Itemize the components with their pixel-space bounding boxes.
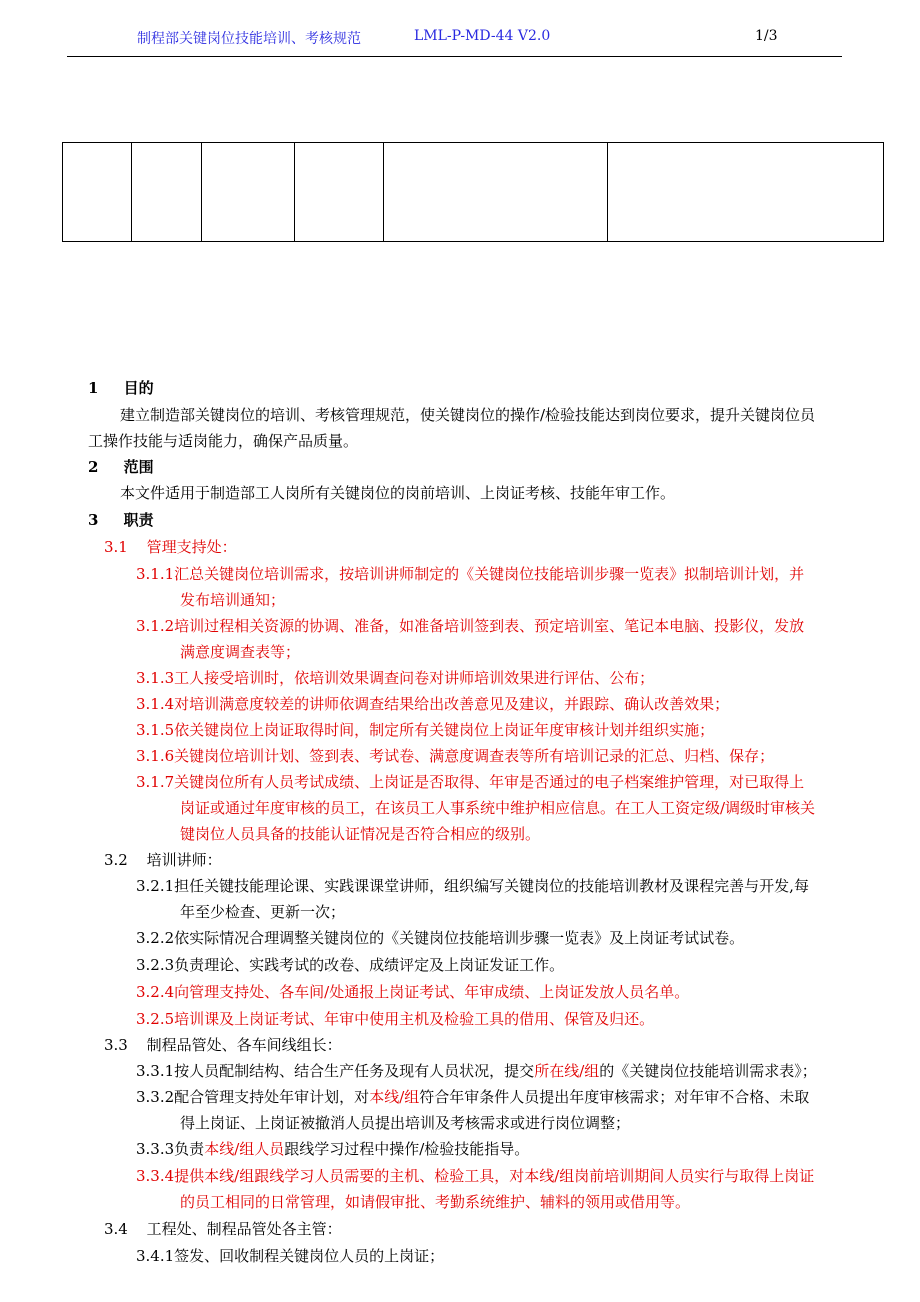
item-text: 的《关键岗位技能培训需求表》； xyxy=(599,1062,817,1080)
paragraph-line: 满意度调查表等； xyxy=(180,643,301,661)
item-text: 依关键岗位上岗证取得时间，制定所有关键岗位上岗证年度审核计划并组织实施； xyxy=(174,721,715,739)
item-3-1-7 xyxy=(136,770,804,795)
item-number: 3.1.5 xyxy=(136,721,175,739)
item-text: 负责 xyxy=(174,1140,205,1158)
table-cell xyxy=(384,143,608,242)
item-3-1-3 xyxy=(136,666,654,691)
table-cell xyxy=(132,143,202,242)
section-title: 制程品管处、各车间线组长： xyxy=(146,1036,342,1054)
item-highlight: 本线/组人员 xyxy=(204,1140,285,1158)
item-text: 向管理支持处、各车间/处通报上岗证考试、年审成绩、上岗证发放人员名单。 xyxy=(174,983,690,1001)
section-title: 工程处、制程品管处各主管： xyxy=(146,1220,342,1238)
section-number: 3.3 xyxy=(104,1036,128,1054)
item-number: 3.1.7 xyxy=(136,773,175,791)
item-3-2-2 xyxy=(136,926,744,951)
section-title: 培训讲师： xyxy=(146,851,222,869)
paragraph-line: 本文件适用于制造部工人岗所有关键岗位的岗前培训、上岗证考核、技能年审工作。 xyxy=(120,484,676,502)
paragraph-line: 工操作技能与适岗能力，确保产品质量。 xyxy=(88,432,359,450)
item-3-1-2 xyxy=(136,614,804,639)
item-text: 关键岗位所有人员考试成绩、上岗证是否取得、年审是否通过的电子档案维护管理，对已取得上 xyxy=(174,773,805,791)
item-3-2-4 xyxy=(136,980,689,1005)
item-number: 3.2.1 xyxy=(136,877,175,895)
section-2-heading xyxy=(88,455,154,480)
item-number: 3.3.1 xyxy=(136,1062,175,1080)
table-row xyxy=(63,143,884,242)
section-number: 1 xyxy=(88,379,99,397)
subsection-3-4-heading xyxy=(104,1217,342,1242)
item-text: 跟线学习过程中操作/检验技能指导。 xyxy=(284,1140,530,1158)
table-cell xyxy=(608,143,884,242)
subsection-3-3-heading xyxy=(104,1033,342,1058)
item-number: 3.4.1 xyxy=(136,1247,175,1265)
item-3-1-5 xyxy=(136,718,714,743)
section-3-heading xyxy=(88,508,154,533)
item-highlight: 本线/组 xyxy=(369,1088,420,1106)
paragraph-line: 发布培训通知； xyxy=(180,591,286,609)
paragraph-line: 岗证或通过年度审核的员工，在该员工人事系统中维护相应信息。在工人工资定级/调级时审核关 xyxy=(180,799,816,817)
item-number: 3.2.4 xyxy=(136,983,175,1001)
item-number: 3.1.2 xyxy=(136,617,175,635)
item-text: 培训过程相关资源的协调、准备，如准备培训签到表、预定培训室、笔记本电脑、投影仪，发放 xyxy=(174,617,805,635)
header-title: 制程部关键岗位技能培训、考核规范 xyxy=(137,31,361,47)
item-3-2-5 xyxy=(136,1007,654,1032)
paragraph-line: 年至少检查、更新一次； xyxy=(180,903,346,921)
item-3-1-6 xyxy=(136,744,774,769)
section-number: 3.2 xyxy=(104,851,128,869)
section-title: 目的 xyxy=(123,379,154,397)
table-cell xyxy=(202,143,295,242)
item-text: 依实际情况合理调整关键岗位的《关键岗位技能培训步骤一览表》及上岗证考试试卷。 xyxy=(174,929,745,947)
item-number: 3.1.3 xyxy=(136,669,175,687)
item-3-4-1 xyxy=(136,1244,444,1269)
header-doc-code: LML-P-MD-44 V2.0 xyxy=(414,28,551,44)
section-title: 范围 xyxy=(123,458,154,476)
header-page-number: 1/3 xyxy=(755,28,778,44)
item-3-1-1 xyxy=(136,562,804,587)
item-text: 培训课及上岗证考试、年审中使用主机及检验工具的借用、保管及归还。 xyxy=(174,1010,655,1028)
item-number: 3.2.2 xyxy=(136,929,175,947)
item-number: 3.1.1 xyxy=(136,565,175,583)
item-text: 提供本线/组跟线学习人员需要的主机、检验工具，对本线/组岗前培训期间人员实行与取得上岗证 xyxy=(174,1167,815,1185)
item-text: 对培训满意度较差的讲师依调查结果给出改善意见及建议，并跟踪、确认改善效果； xyxy=(174,695,730,713)
item-3-1-4 xyxy=(136,692,729,717)
item-text: 担任关键技能理论课、实践课课堂讲师，组织编写关键岗位的技能培训教材及课程完善与开发,每 xyxy=(174,877,809,895)
item-3-3-2 xyxy=(136,1085,809,1110)
table-cell xyxy=(63,143,132,242)
item-number: 3.3.3 xyxy=(136,1140,175,1158)
item-text: 工人接受培训时，依培训效果调查问卷对讲师培训效果进行评估、公布； xyxy=(174,669,655,687)
item-text: 汇总关键岗位培训需求，按培训讲师制定的《关键岗位技能培训步骤一览表》拟制培训计划，并 xyxy=(174,565,805,583)
item-number: 3.2.5 xyxy=(136,1010,175,1028)
item-text: 符合年审条件人员提出年度审核需求；对年审不合格、未取 xyxy=(419,1088,810,1106)
item-number: 3.3.4 xyxy=(136,1167,175,1185)
section-number: 3.4 xyxy=(104,1220,128,1238)
section-title: 管理支持处： xyxy=(146,538,237,556)
section-1-heading xyxy=(88,376,154,401)
section-number: 2 xyxy=(88,458,99,476)
paragraph-line: 得上岗证、上岗证被撤消人员提出培训及考核需求或进行岗位调整； xyxy=(180,1114,631,1132)
item-text: 按人员配制结构、结合生产任务及现有人员状况，提交 xyxy=(174,1062,535,1080)
paragraph-line: 的员工相同的日常管理，如请假审批、考勤系统维护、辅料的领用或借用等。 xyxy=(180,1193,691,1211)
item-number: 3.1.4 xyxy=(136,695,175,713)
paragraph-line: 键岗位人员具备的技能认证情况是否符合相应的级别。 xyxy=(180,825,541,843)
paragraph-line: 建立制造部关键岗位的培训、考核管理规范，使关键岗位的操作/检验技能达到岗位要求，提升关键岗位员 xyxy=(120,406,816,424)
section-title: 职责 xyxy=(123,511,154,529)
subsection-3-2-heading xyxy=(104,848,222,873)
item-number: 3.1.6 xyxy=(136,747,175,765)
item-number: 3.2.3 xyxy=(136,956,175,974)
item-text: 签发、回收制程关键岗位人员的上岗证； xyxy=(174,1247,445,1265)
section-number: 3 xyxy=(88,511,99,529)
item-text: 配合管理支持处年审计划，对 xyxy=(174,1088,370,1106)
item-text: 负责理论、实践考试的改卷、成绩评定及上岗证发证工作。 xyxy=(174,956,565,974)
subsection-3-1-heading xyxy=(104,535,237,560)
table-cell xyxy=(295,143,384,242)
item-highlight: 所在线/组 xyxy=(534,1062,600,1080)
item-text: 关键岗位培训计划、签到表、考试卷、满意度调查表等所有培训记录的汇总、归档、保存； xyxy=(174,747,775,765)
item-3-3-1 xyxy=(136,1059,817,1084)
item-3-2-3 xyxy=(136,953,564,978)
approval-table xyxy=(62,142,884,242)
header-rule xyxy=(67,56,842,57)
item-number: 3.3.2 xyxy=(136,1088,175,1106)
item-3-3-3 xyxy=(136,1137,529,1162)
item-3-2-1 xyxy=(136,874,809,899)
section-number: 3.1 xyxy=(104,538,128,556)
item-3-3-4 xyxy=(136,1164,814,1189)
